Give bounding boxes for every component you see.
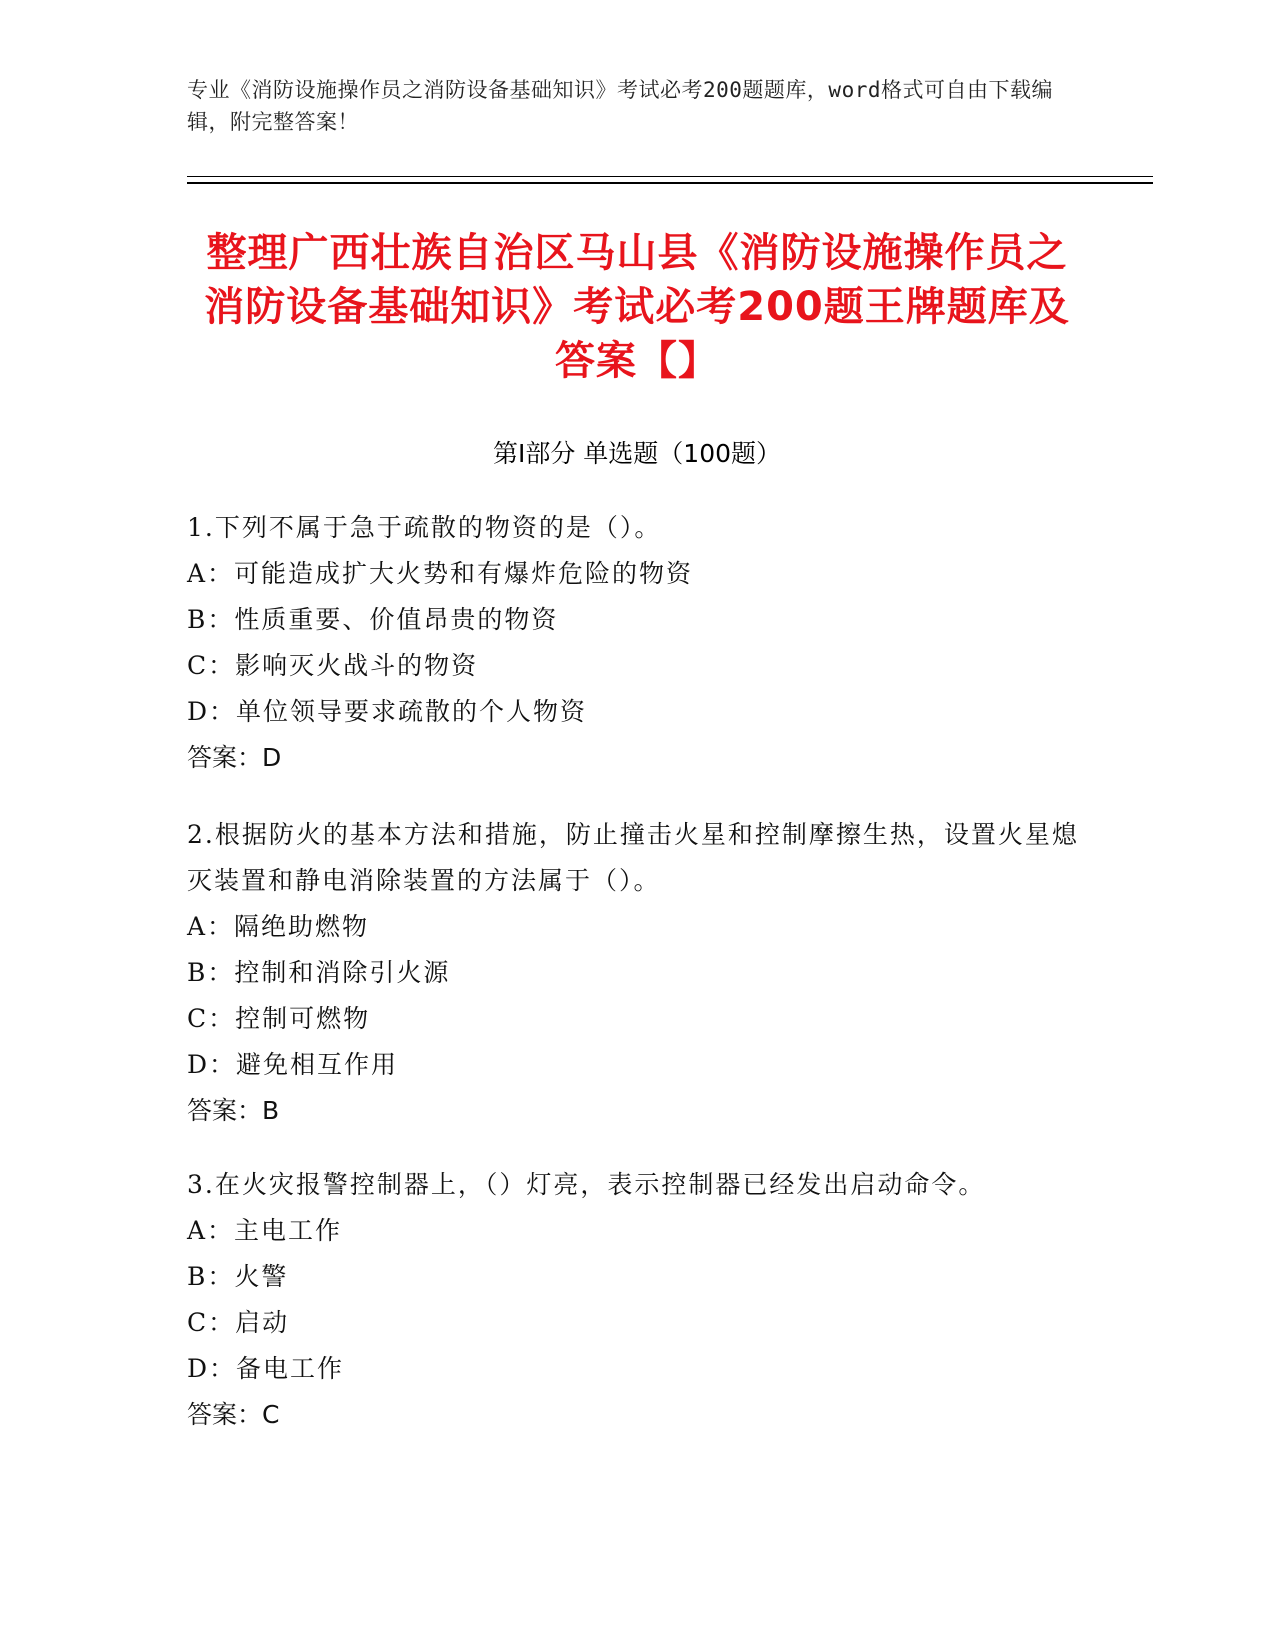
option-c: C：启动 (187, 1308, 290, 1337)
question-2 (187, 812, 1087, 1134)
header-note: 专业《消防设施操作员之消防设备基础知识》考试必考200题题库，word格式可自由下载编辑，附完整答案！ (187, 78, 1053, 134)
question-stem: 1.下列不属于急于疏散的物资的是（）。 (187, 513, 662, 542)
option-c: C：控制可燃物 (187, 1004, 371, 1033)
answer: 答案：D (187, 743, 282, 772)
question-1 (187, 505, 1087, 781)
question-stem: 2.根据防火的基本方法和措施，防止撞击火星和控制摩擦生热，设置火星熄灭装置和静电消除装置的方法属于（）。 (187, 820, 1079, 895)
option-a: A：可能造成扩大火势和有爆炸危险的物资 (187, 559, 694, 588)
option-a: A：隔绝助燃物 (187, 912, 370, 941)
section-title: 第I部分 单选题（100题） (492, 439, 782, 468)
document-title: 整理广西壮族自治区马山县《消防设施操作员之消防设备基础知识》考试必考200题王牌题库及答案【】 (204, 230, 1070, 384)
option-d: D：单位领导要求疏散的个人物资 (187, 697, 588, 726)
option-a: A：主电工作 (187, 1216, 343, 1245)
option-c: C：影响灭火战斗的物资 (187, 651, 479, 680)
question-stem: 3.在火灾报警控制器上，（）灯亮，表示控制器已经发出启动命令。 (187, 1170, 986, 1199)
option-b: B：控制和消除引火源 (187, 958, 451, 987)
answer: 答案：C (187, 1400, 280, 1429)
option-d: D：避免相互作用 (187, 1050, 399, 1079)
option-d: D：备电工作 (187, 1354, 345, 1383)
header-divider-thick (187, 182, 1153, 184)
question-3 (187, 1162, 1087, 1438)
answer: 答案：B (187, 1096, 280, 1125)
option-b: B：性质重要、价值昂贵的物资 (187, 605, 559, 634)
option-b: B：火警 (187, 1262, 289, 1291)
header-divider-thin (187, 176, 1153, 177)
